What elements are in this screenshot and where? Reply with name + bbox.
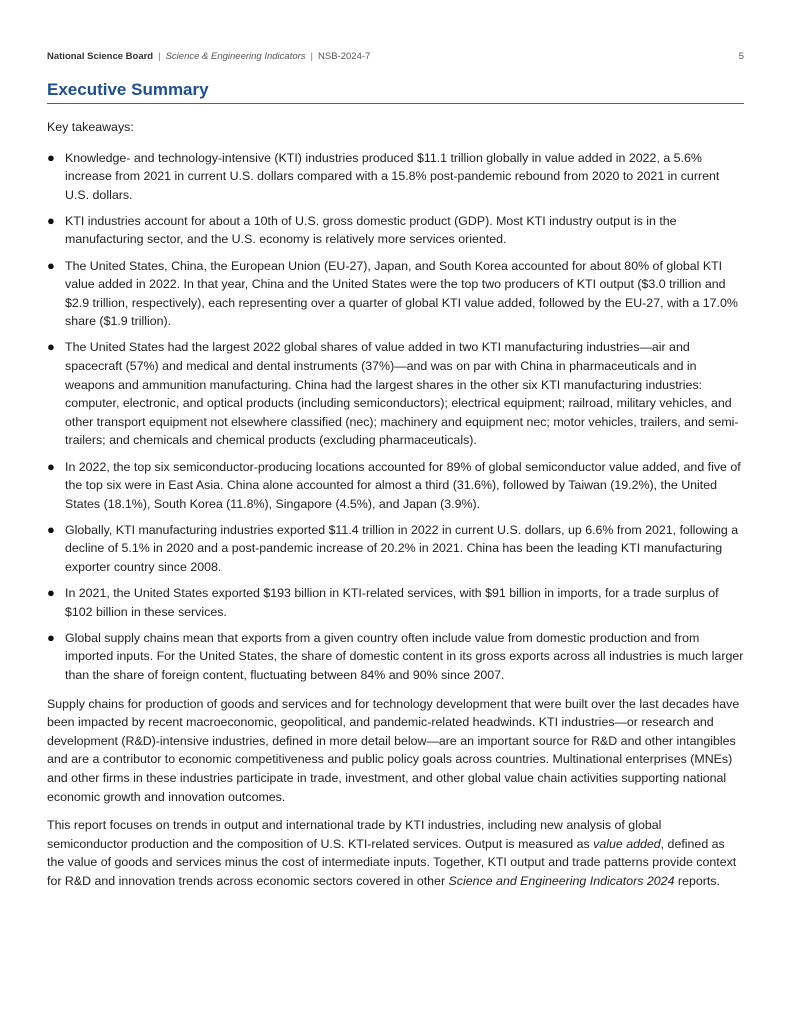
bullet-icon: ● xyxy=(47,257,55,273)
bullet-icon: ● xyxy=(47,629,55,645)
takeaway-text: Globally, KTI manufacturing industries exported $11.4 trillion in 2022 in current U.S. dollars, up 6.6% from 2021, following a decline of 5.1% in 2020 and a post-pandemic increase of 20.2% in 2021. China has been the leading KTI manufacturing exporter country since 2008. xyxy=(65,522,739,574)
organization-name: National Science Board xyxy=(47,51,154,62)
takeaway-text: In 2021, the United States exported $193 billion in KTI-related services, with $91 billion in imports, for a trade surplus of $102 billion in these services. xyxy=(65,586,719,619)
series-name: Science & Engineering Indicators xyxy=(165,51,306,62)
list-item xyxy=(47,257,744,331)
takeaway-text: KTI industries account for about a 10th of U.S. gross domestic product (GDP). Most KTI industry output is in the manufacturing sector, and the U.S. economy is relatively more services oriented. xyxy=(65,213,677,247)
takeaway-text: The United States, China, the European Union (EU-27), Japan, and South Korea accounted for about 80% of global KTI value added in 2022. In that year, China and the United States were the top two producers of KTI output ($3.0 trillion and $2.9 trillion, respectively), each representing over a quarter of global KTI value added, followed by the EU-27, with a 17.0% share ($1.9 trillion). xyxy=(65,258,738,329)
running-header xyxy=(47,51,744,62)
bullet-icon: ● xyxy=(47,521,55,537)
list-item xyxy=(47,149,744,205)
paragraph-2-part-2: , defined as the value of goods and services minus the cost of intermediate inputs. Together, KTI output and trade patterns provide context for R&D and innovation trends across economic sectors covered in other xyxy=(47,836,737,888)
report-series-title: Science and Engineering Indicators 2024 xyxy=(448,873,675,888)
content-body xyxy=(47,118,744,890)
paragraph-2-part-1: This report focuses on trends in output and international trade by KTI industries, including new analysis of global semiconductor production and the composition of U.S. KTI-related services. Output is measured as xyxy=(47,818,662,851)
list-item xyxy=(47,521,744,577)
body-paragraph-1: Supply chains for production of goods and services and for technology development that were built over the last decades have been impacted by recent macroeconomic, geopolitical, and pandemic-related headwinds. KTI industries—or research and development (R&D)-intensive industries, defined in more detail below—are an important source for R&D and other intangibles and are a contributor to economic competitiveness and public policy goals across countries. Multinational enterprises (MNEs) and other firms in these industries participate in trade, investment, and other global value chain activities supporting national economic growth and innovation outcomes. xyxy=(47,696,740,804)
bullet-icon: ● xyxy=(47,458,55,474)
list-item xyxy=(47,338,744,450)
section-title: Executive Summary xyxy=(47,80,744,104)
list-item xyxy=(47,629,744,685)
header-separator-2: | xyxy=(310,51,314,62)
list-item xyxy=(47,584,744,621)
list-item xyxy=(47,212,744,249)
page-number: 5 xyxy=(738,51,744,62)
bullet-icon: ● xyxy=(47,212,55,228)
report-id: NSB-2024-7 xyxy=(318,51,371,62)
paragraph-2-part-3: reports. xyxy=(674,873,720,888)
bullet-icon: ● xyxy=(47,149,55,165)
takeaway-text: Global supply chains mean that exports from a given country often include value from domestic production and from imported inputs. For the United States, the share of domestic content in its gross exports across all industries is much larger than the share of foreign content, fluctuating between 84% and 90% since 2007. xyxy=(65,630,744,682)
list-item xyxy=(47,458,744,514)
bullet-icon: ● xyxy=(47,339,55,355)
term-value-added: value added xyxy=(593,836,661,851)
intro-text: Key takeaways: xyxy=(47,120,134,134)
takeaway-text: In 2022, the top six semiconductor-producing locations accounted for 89% of global semiconductor value added, and five of the top six were in East Asia. China alone accounted for almost a third (31.6%), followed by Taiwan (19.2%), the United States (18.1%), South Korea (11.8%), Singapore (4.5%), and Japan (3.9%). xyxy=(65,459,741,511)
takeaways-list xyxy=(47,149,744,685)
takeaway-text: Knowledge- and technology-intensive (KTI) industries produced $11.1 trillion globally in value added in 2022, a 5.6% increase from 2021 in current U.S. dollars compared with a 15.8% post-pandemic rebound from 2020 to 2021 in current U.S. dollars. xyxy=(65,150,720,202)
bullet-icon: ● xyxy=(47,585,55,601)
header-left xyxy=(47,51,370,62)
body-paragraph-2 xyxy=(47,816,744,890)
header-separator: | xyxy=(158,51,161,62)
takeaway-text: The United States had the largest 2022 global shares of value added in two KTI manufacturing industries—air and spacecraft (57%) and medical and dental instruments (37%)—and was on par with China in pharmaceuticals and in weapons and ammunition manufacturing. China had the largest shares in the other six KTI manufacturing industries: computer, electronic, and optical products (including semiconductors); electrical equipment; railroad, military vehicles, and other transport equipment not elsewhere classified (nec); machinery and equipment nec; motor vehicles, trailers, and semi-trailers; and chemicals and chemical products (excluding pharmaceuticals). xyxy=(65,340,739,448)
